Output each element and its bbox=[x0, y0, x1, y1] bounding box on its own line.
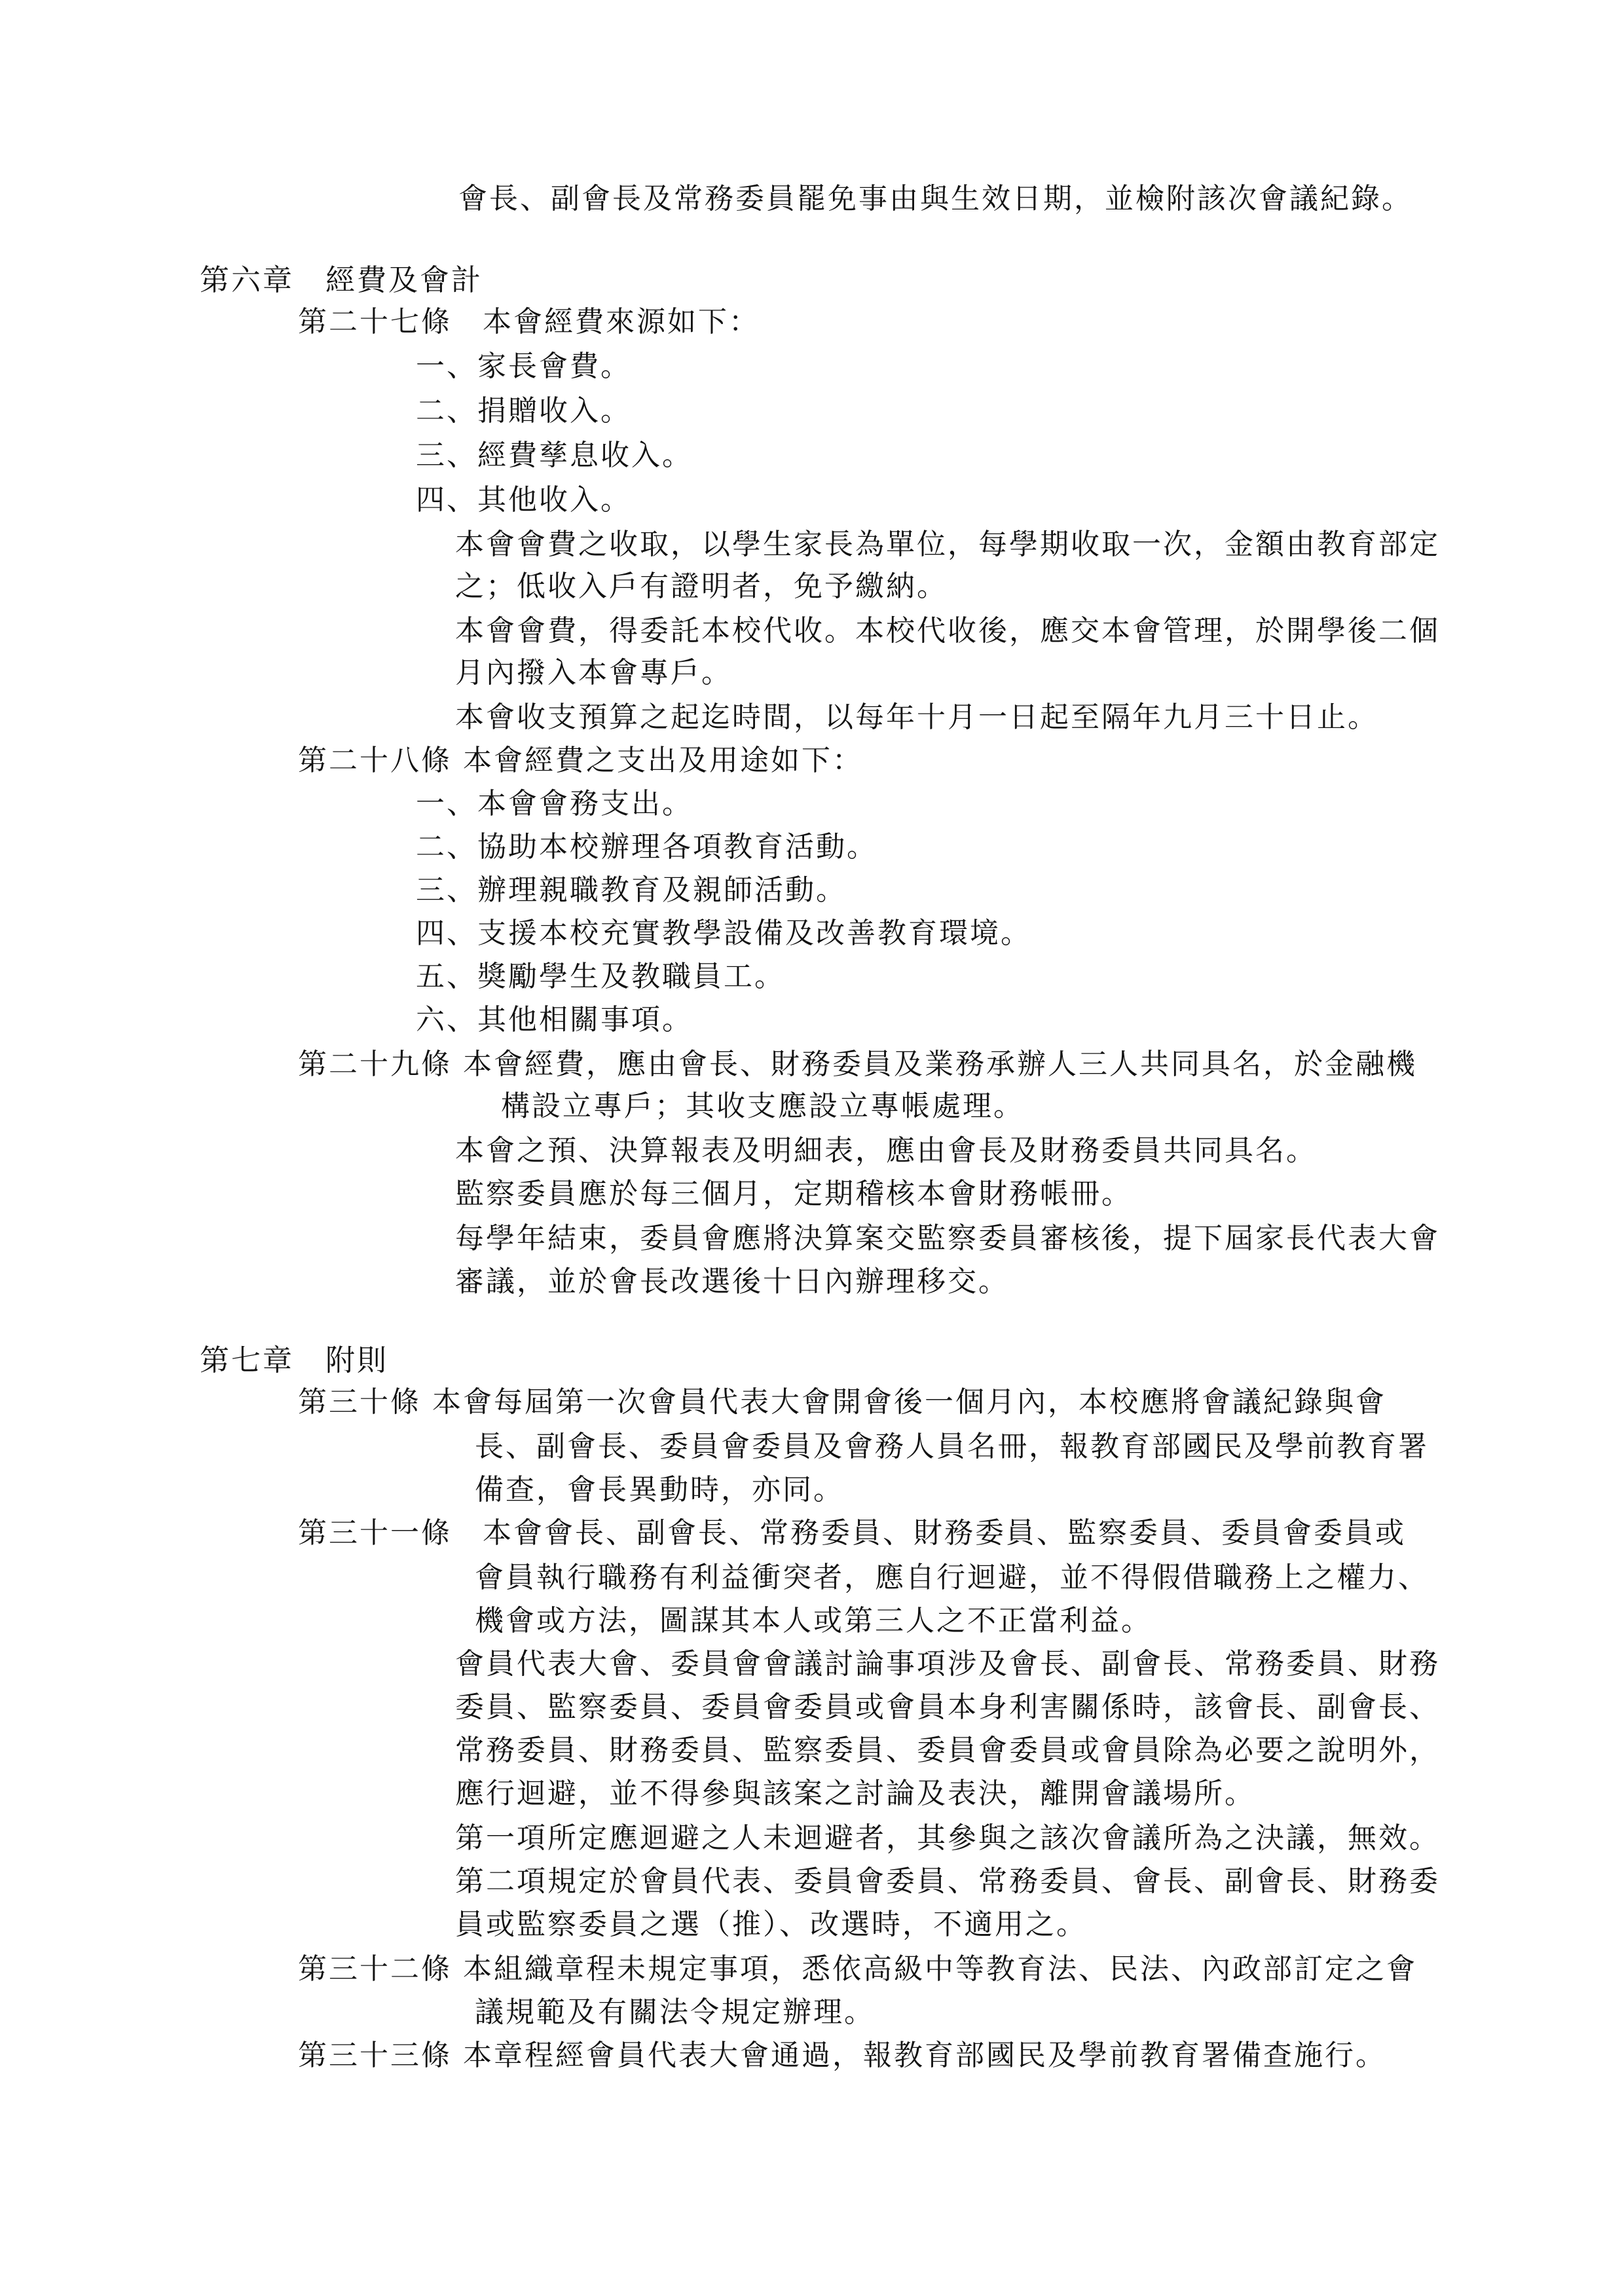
article-29-title: 第二十九條 本會經費，應由會長、財務委員及業務承辦人三人共同具名，於金融機 bbox=[298, 1048, 1417, 1081]
article-29-para-line: 本會之預、決算報表及明細表，應由會長及財務委員共同具名。 bbox=[455, 1134, 1317, 1167]
article-33-title: 第三十三條 本章程經會員代表大會通過，報教育部國民及學前教育署備查施行。 bbox=[298, 2039, 1386, 2072]
article-30-title: 第三十條 本會每屆第一次會員代表大會開會後一個月內，本校應將會議紀錄與會 bbox=[298, 1385, 1386, 1419]
article-28-item: 四、支援本校充實教學設備及改善教育環境。 bbox=[416, 917, 1031, 950]
article-28-item: 一、本會會務支出。 bbox=[416, 787, 693, 820]
article-31-title: 第三十一條 本會會長、副會長、常務委員、財務委員、監察委員、委員會委員或 bbox=[298, 1516, 1406, 1550]
article-31-para-line: 常務委員、財務委員、監察委員、委員會委員或會員除為必要之說明外， bbox=[455, 1734, 1440, 1767]
article-27-para-line: 本會收支預算之起迄時間，以每年十月一日起至隔年九月三十日止。 bbox=[455, 701, 1378, 734]
article-30-continuation: 長、副會長、委員會委員及會務人員名冊，報教育部國民及學前教育署 bbox=[475, 1430, 1429, 1463]
article-28-item: 三、辦理親職教育及親師活動。 bbox=[416, 873, 847, 907]
article-28-title: 第二十八條 本會經費之支出及用途如下： bbox=[298, 744, 863, 777]
article-31-continuation: 會員執行職務有利益衝突者，應自行迴避，並不得假借職務上之權力、 bbox=[475, 1561, 1429, 1594]
article-32-title: 第三十二條 本組織章程未規定事項，悉依高級中等教育法、民法、內政部訂定之會 bbox=[298, 1952, 1417, 1986]
article-27-para-line: 月內撥入本會專戶。 bbox=[455, 656, 732, 689]
article-30-continuation: 備查，會長異動時，亦同。 bbox=[475, 1473, 844, 1506]
article-31-para-line: 會員代表大會、委員會會議討論事項涉及會長、副會長、常務委員、財務 bbox=[455, 1647, 1440, 1681]
article-29-para-line: 每學年結束，委員會應將決算案交監察委員審核後，提下屆家長代表大會 bbox=[455, 1222, 1440, 1255]
article-31-para-line: 員或監察委員之選（推）、改選時，不適用之。 bbox=[455, 1908, 1087, 1941]
article-27-para-line: 本會會費之收取，以學生家長為單位，每學期收取一次，金額由教育部定 bbox=[455, 528, 1440, 561]
article-27-item-3: 三、經費孳息收入。 bbox=[416, 439, 693, 472]
article-27-item-2: 二、捐贈收入。 bbox=[416, 394, 631, 428]
article-31-continuation: 機會或方法，圖謀其本人或第三人之不正當利益。 bbox=[475, 1604, 1152, 1637]
article-27-para-line: 之；低收入戶有證明者，免予繳納。 bbox=[455, 570, 948, 603]
article-29-para-line: 監察委員應於每三個月，定期稽核本會財務帳冊。 bbox=[455, 1177, 1132, 1211]
article-32-continuation: 議規範及有關法令規定辦理。 bbox=[475, 1995, 875, 2029]
article-31-para-line: 應行迴避，並不得參與該案之討論及表決，離開會議場所。 bbox=[455, 1777, 1255, 1810]
article-27-title: 第二十七條 本會經費來源如下： bbox=[298, 305, 760, 338]
continuation-line: 會長、副會長及常務委員罷免事由與生效日期，並檢附該次會議紀錄。 bbox=[458, 182, 1412, 215]
article-31-para-line: 委員、監察委員、委員會委員或會員本身利害關係時，該會長、副會長、 bbox=[455, 1690, 1440, 1724]
chapter-7-heading: 第七章 附則 bbox=[200, 1343, 389, 1377]
article-31-para-line: 第一項所定應迴避之人未迴避者，其參與之該次會議所為之決議，無效。 bbox=[455, 1821, 1440, 1855]
article-28-item: 六、其他相關事項。 bbox=[416, 1003, 693, 1036]
article-28-item: 五、獎勵學生及教職員工。 bbox=[416, 960, 785, 993]
article-28-item: 二、協助本校辦理各項教育活動。 bbox=[416, 830, 877, 864]
article-27-item-4: 四、其他收入。 bbox=[416, 483, 631, 517]
article-27-item-1: 一、家長會費。 bbox=[416, 350, 631, 383]
article-29-para-line: 審議，並於會長改選後十日內辦理移交。 bbox=[455, 1265, 1009, 1298]
chapter-6-heading: 第六章 經費及會計 bbox=[200, 263, 483, 297]
article-31-para-line: 第二項規定於會員代表、委員會委員、常務委員、會長、副會長、財務委 bbox=[455, 1865, 1440, 1898]
article-27-para-line: 本會會費，得委託本校代收。本校代收後，應交本會管理，於開學後二個 bbox=[455, 614, 1440, 647]
article-29-continuation: 構設立專戶；其收支應設立專帳處理。 bbox=[501, 1089, 1024, 1123]
